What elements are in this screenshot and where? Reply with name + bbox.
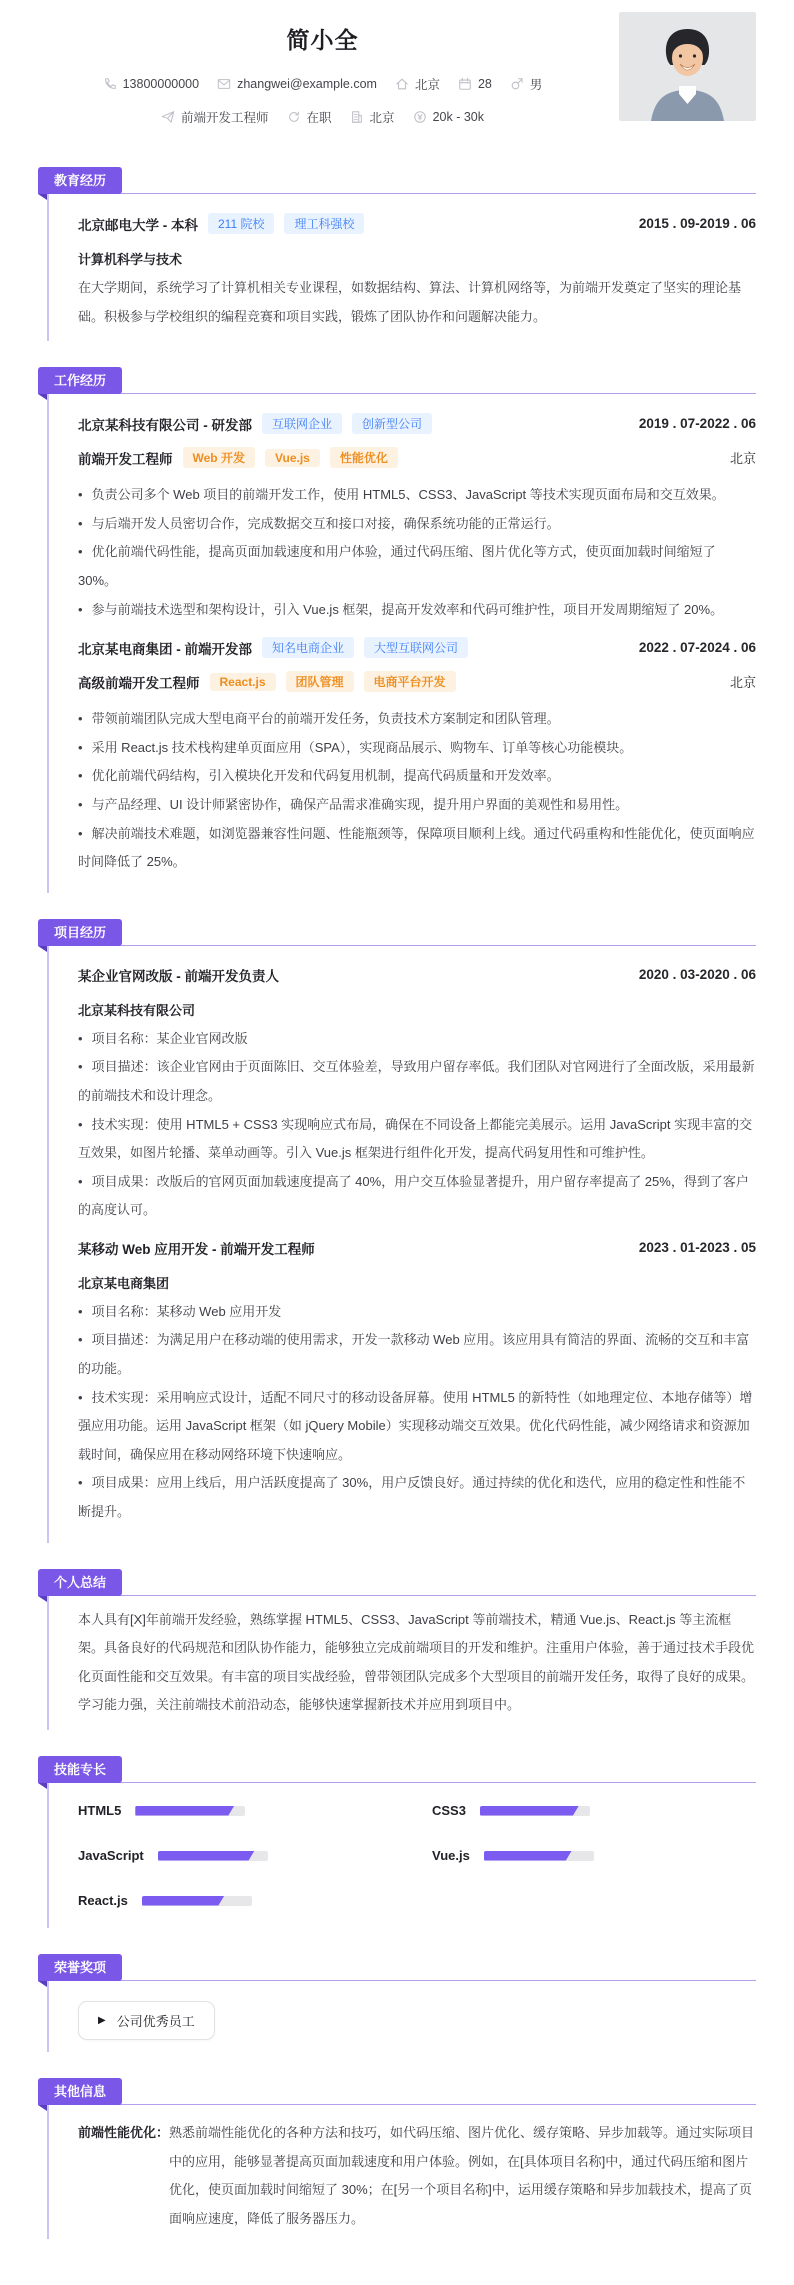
contact-phone [103, 77, 199, 91]
company-tag: 大型互联网公司 [364, 637, 468, 658]
job-bullet: • 与后端开发人员密切合作，完成数据交互和接口对接，确保系统功能的正常运行。 [78, 510, 756, 539]
skill-label: React.js [78, 1893, 128, 1908]
section-summary-body [47, 1596, 756, 1730]
skill-progress-fill [158, 1851, 255, 1861]
project-date-range: 2020 . 03-2020 . 06 [638, 967, 756, 983]
job-role-row [78, 671, 756, 692]
contact-gender [510, 75, 543, 93]
honor-item-button[interactable] [78, 2001, 215, 2040]
job-bullet: • 负责公司多个 Web 项目的前端开发工作，使用 HTML5、CSS3、JavaScript 等技术实现页面布局和交互效果。 [78, 481, 756, 510]
skills-grid [78, 1789, 756, 1922]
skill-label: HTML5 [78, 1803, 122, 1818]
contact-row-1 [38, 75, 607, 93]
job-bullet: • 带领前端团队完成大型电商平台的前端开发任务，负责技术方案制定和团队管理。 [78, 705, 756, 734]
section-work-body [47, 394, 756, 893]
project-bullet: • 项目成果：应用上线后，用户活跃度提高了 30%，用户反馈良好。通过持续的优化和迭代，应用的稳定性和性能不断提升。 [78, 1469, 756, 1526]
salary-icon [413, 110, 427, 124]
project-bullet: • 项目名称：某企业官网改版 [78, 1025, 756, 1054]
school-tag: 211 院校 [208, 213, 274, 234]
job-date-range: 2022 . 07-2024 . 06 [638, 640, 756, 656]
job-bullet: • 与产品经理、UI 设计师紧密协作，确保产品需求准确实现，提升用户界面的美观性和易用性。 [78, 791, 756, 820]
company-tag: 创新型公司 [352, 413, 432, 434]
section-badge-projects: 项目经历 [38, 919, 122, 946]
job-location: 北京 [729, 675, 756, 691]
skill-html5 [78, 1803, 362, 1818]
skill-reactjs [78, 1893, 362, 1908]
contact-salary-value: 20k - 30k [432, 110, 484, 124]
section-other-header [38, 2078, 756, 2105]
section-honors [38, 1954, 756, 2052]
section-badge-honors: 荣誉奖项 [38, 1954, 122, 1981]
section-badge-skills: 技能专长 [38, 1756, 122, 1783]
contact-job-status [287, 108, 332, 126]
project-bullet: • 项目描述：为满足用户在移动端的使用需求，开发一款移动 Web 应用。该应用具有简洁的界面、流畅的交互和丰富的功能。 [78, 1326, 756, 1383]
job-bullet: • 优化前端代码性能，提高页面加载速度和用户体验，通过代码压缩、图片优化等方式，使页面加载时间缩短了 30%。 [78, 538, 756, 595]
contact-salary [413, 110, 484, 124]
building-icon [350, 110, 364, 124]
job-company-row [78, 637, 756, 658]
contact-email [217, 77, 377, 91]
contact-job-status-value: 在职 [306, 111, 332, 125]
job-bullets [78, 481, 756, 624]
skill-javascript [78, 1848, 362, 1863]
honor-item-label: 公司优秀员工 [116, 2014, 195, 2029]
contact-row-2 [38, 108, 607, 126]
section-badge-education: 教育经历 [38, 167, 122, 194]
contact-position [161, 108, 269, 126]
section-honors-header [38, 1954, 756, 1981]
section-skills-header [38, 1756, 756, 1783]
section-badge-summary: 个人总结 [38, 1569, 122, 1596]
contact-position-value: 前端开发工程师 [181, 111, 269, 125]
project-bullets [78, 1298, 756, 1527]
section-honors-body [47, 1981, 756, 2052]
company-name: 北京某电商集团 - 前端开发部 [78, 641, 252, 657]
project-name: 某企业官网改版 - 前端开发负责人 [78, 968, 279, 984]
project-title-row [78, 1238, 756, 1258]
section-other-body [47, 2105, 756, 2239]
profile-photo-illustration [619, 12, 756, 121]
gender-icon [510, 77, 524, 91]
section-education-header [38, 167, 756, 194]
section-skills [38, 1756, 756, 1928]
project-date-range: 2023 . 01-2023 . 05 [638, 1240, 756, 1256]
play-triangle-icon: ▶ [98, 2014, 106, 2026]
job-role-row [78, 447, 756, 468]
other-info-label: 前端性能优化： [78, 2125, 170, 2140]
project-entry [78, 1238, 756, 1527]
section-skills-body [47, 1783, 756, 1928]
email-icon [217, 77, 231, 91]
other-info-row [78, 2119, 756, 2233]
education-date-range: 2015 . 09-2019 . 06 [638, 216, 756, 231]
section-projects-header [38, 919, 756, 946]
contact-home-city [395, 75, 440, 93]
company-tag: 知名电商企业 [262, 637, 354, 658]
skill-progress-fill [135, 1806, 234, 1816]
project-bullet: • 技术实现：采用响应式设计，适配不同尺寸的移动设备屏幕。使用 HTML5 的新特性（如地理定位、本地存储等）增强应用功能。运用 JavaScript 框架（如 jQuery Mobile）实现移动端交互效果。优化代码性能，减少网络请求和资源加载时间，确保应用在移动网络环境下快速响应。 [78, 1384, 756, 1470]
summary-text: 本人具有[X]年前端开发经验，熟练掌握 HTML5、CSS3、JavaScript 等前端技术，精通 Vue.js、React.js 等主流框架。具备良好的代码规范和团队协作能力，能够独立完成前端项目的开发和维护。注重用户体验，善于通过技术手段优化页面性能和交互效果。有丰富的项目实战经验，曾带领团队完成多个大型项目的前端开发任务，取得了良好的成果。学习能力强，关注前端技术前沿动态，能够快速掌握新技术并应用到项目中。 [78, 1611, 755, 1713]
skill-css3 [432, 1803, 716, 1818]
section-badge-other: 其他信息 [38, 2078, 122, 2105]
role-tag: 性能优化 [330, 447, 398, 468]
contact-work-city-value: 北京 [369, 111, 395, 125]
skill-progress-fill [484, 1851, 572, 1861]
contact-age [458, 77, 492, 91]
school-tag: 理工科强校 [284, 213, 364, 234]
contact-work-city [350, 108, 395, 126]
job-date-range: 2019 . 07-2022 . 06 [638, 416, 756, 432]
section-education-body [47, 194, 756, 341]
skill-progress-fill [142, 1896, 225, 1906]
job-company-row [78, 413, 756, 434]
section-work-header [38, 367, 756, 394]
project-bullets [78, 1025, 756, 1225]
job-bullet: • 优化前端代码结构，引入模块化开发和代码复用机制，提高代码质量和开发效率。 [78, 762, 756, 791]
job-entry [78, 637, 756, 877]
job-status-icon [287, 110, 301, 124]
position-icon [161, 110, 175, 124]
age-icon [458, 77, 472, 91]
page-title: 简小全 [286, 27, 359, 53]
company-name: 北京某科技有限公司 - 研发部 [78, 417, 252, 433]
project-title-row [78, 965, 756, 985]
other-info-text: 熟悉前端性能优化的各种方法和技巧，如代码压缩、图片优化、缓存策略、异步加载等。通过实际项目中的应用，能够显著提高页面加载速度和用户体验。例如，在[具体项目名称]中，通过代码压缩和图片优化，使页面加载时间缩短了 30%；在[另一个项目名称]中，运用缓存策略和异步加载技术，提高了页面响应速度，降低了服务器压力。 [169, 2125, 755, 2226]
role-tag: Web 开发 [183, 447, 255, 468]
skill-progress-bar [135, 1806, 245, 1816]
education-description: 在大学期间，系统学习了计算机相关专业课程，如数据结构、算法、计算机网络等，为前端开发奠定了坚实的理论基础。积极参与学校组织的编程竞赛和项目实践，锻炼了团队协作和问题解决能力。 [78, 280, 742, 324]
school-name: 北京邮电大学 - 本科 [78, 217, 198, 233]
skill-progress-bar [484, 1851, 594, 1861]
skill-label: CSS3 [432, 1803, 466, 1818]
role-tag: 电商平台开发 [364, 671, 456, 692]
phone-icon [103, 77, 117, 91]
skill-vuejs [432, 1848, 716, 1863]
project-bullet: • 项目描述：该企业官网由于页面陈旧、交互体验差，导致用户留存率低。我们团队对官网进行了全面改版，采用最新的前端技术和设计理念。 [78, 1053, 756, 1110]
major-name: 计算机科学与技术 [78, 252, 183, 267]
section-badge-work: 工作经历 [38, 367, 122, 394]
job-bullet: • 采用 React.js 技术栈构建单页面应用（SPA），实现商品展示、购物车、订单等核心功能模块。 [78, 734, 756, 763]
job-role: 高级前端开发工程师 [78, 675, 200, 691]
role-tag: Vue.js [265, 449, 320, 467]
education-entry-header [78, 213, 756, 234]
project-company: 北京某电商集团 [78, 1275, 170, 1291]
section-projects [38, 919, 756, 1543]
section-education [38, 167, 756, 341]
skill-progress-fill [480, 1806, 579, 1816]
job-bullet: • 参与前端技术选型和架构设计，引入 Vue.js 框架，提高开发效率和代码可维护性，项目开发周期缩短了 20%。 [78, 596, 756, 625]
section-projects-body [47, 946, 756, 1543]
section-summary-header [38, 1569, 756, 1596]
company-tag: 互联网企业 [262, 413, 342, 434]
job-bullet: • 解决前端技术难题，如浏览器兼容性问题、性能瓶颈等，保障项目顺利上线。通过代码重构和性能优化，使页面响应时间降低了 25%。 [78, 820, 756, 877]
section-summary [38, 1569, 756, 1730]
job-bullets [78, 705, 756, 877]
section-other [38, 2078, 756, 2239]
skill-progress-bar [480, 1806, 590, 1816]
section-work [38, 367, 756, 893]
header-main [38, 12, 607, 141]
skill-label: Vue.js [432, 1848, 470, 1863]
project-bullet: • 技术实现：使用 HTML5 + CSS3 实现响应式布局，确保在不同设备上都能完美展示。运用 JavaScript 实现丰富的交互效果，如图片轮播、菜单动画等。引入 Vue.js 框架进行组件化开发，提高代码复用性和可维护性。 [78, 1111, 756, 1168]
home-icon [395, 77, 409, 91]
role-tag: React.js [210, 673, 276, 691]
contact-phone-value: 13800000000 [122, 77, 200, 91]
project-entry [78, 965, 756, 1225]
contact-age-value: 28 [477, 77, 492, 91]
job-role: 前端开发工程师 [78, 451, 173, 467]
job-location: 北京 [729, 451, 756, 467]
contact-email-value: zhangwei@example.com [237, 77, 377, 91]
contact-home-city-value: 北京 [414, 78, 440, 92]
honor-row [78, 1987, 756, 2046]
contact-gender-value: 男 [529, 78, 543, 92]
project-bullet: • 项目成果：改版后的官网页面加载速度提高了 40%，用户交互体验显著提升，用户留存率提高了 25%，得到了客户的高度认可。 [78, 1168, 756, 1225]
profile-photo [619, 12, 756, 121]
role-tag: 团队管理 [286, 671, 354, 692]
skill-progress-bar [142, 1896, 252, 1906]
resume-header [38, 12, 756, 141]
project-company: 北京某科技有限公司 [78, 1002, 196, 1018]
project-name: 某移动 Web 应用开发 - 前端开发工程师 [78, 1241, 315, 1257]
project-bullet: • 项目名称：某移动 Web 应用开发 [78, 1298, 756, 1327]
skill-progress-bar [158, 1851, 268, 1861]
job-entry [78, 413, 756, 624]
skill-label: JavaScript [78, 1848, 144, 1863]
